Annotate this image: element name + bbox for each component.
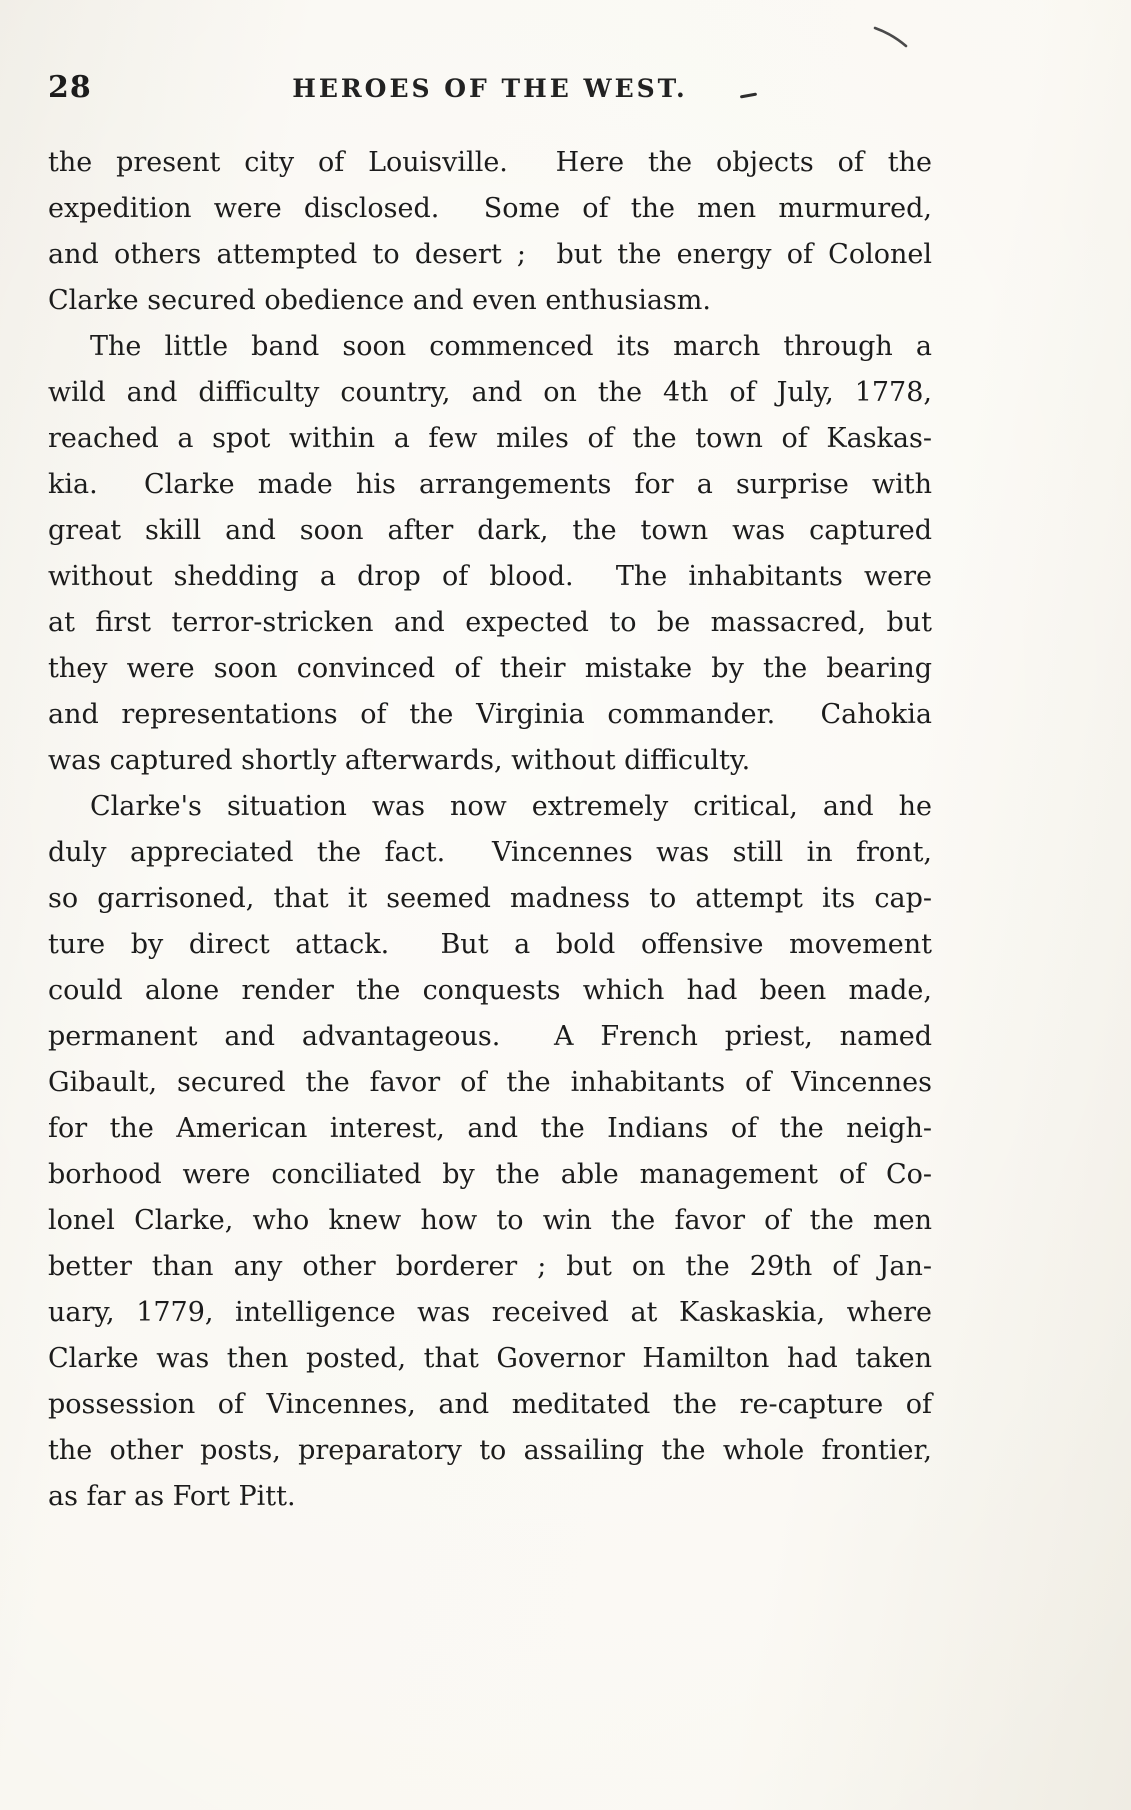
text-line: lonel Clarke, who knew how to win the favor of the men bbox=[48, 1205, 932, 1236]
page-header bbox=[48, 68, 932, 108]
text-line: Clarke was then posted, that Governor Hamilton had taken bbox=[48, 1343, 932, 1374]
body-text bbox=[48, 140, 932, 1520]
paragraph bbox=[48, 784, 932, 1520]
text-line: without shedding a drop of blood. The inhabitants were bbox=[48, 561, 932, 592]
text-line: expedition were disclosed. Some of the men murmured, bbox=[48, 193, 932, 224]
text-line: ture by direct attack. But a bold offensive movement bbox=[48, 929, 932, 960]
text-line: and others attempted to desert ; but the energy of Colonel bbox=[48, 239, 932, 270]
text-line: so garrisoned, that it seemed madness to attempt its cap- bbox=[48, 883, 932, 914]
text-line: was captured shortly afterwards, without difficulty. bbox=[48, 745, 751, 776]
scan-artifact-pen-stroke bbox=[872, 20, 918, 54]
paragraph bbox=[48, 140, 932, 324]
text-line: Clarke secured obedience and even enthusiasm. bbox=[48, 285, 711, 316]
text-line: duly appreciated the fact. Vincennes was still in front, bbox=[48, 837, 932, 868]
text-line: the present city of Louisville. Here the objects of the bbox=[48, 147, 932, 178]
text-line: permanent and advantageous. A French priest, named bbox=[48, 1021, 932, 1052]
text-line: could alone render the conquests which had been made, bbox=[48, 975, 932, 1006]
text-line: Gibault, secured the favor of the inhabitants of Vincennes bbox=[48, 1067, 932, 1098]
text-line: kia. Clarke made his arrangements for a surprise with bbox=[48, 469, 932, 500]
text-line: possession of Vincennes, and meditated the re-capture of bbox=[48, 1389, 932, 1420]
text-line: better than any other borderer ; but on the 29th of Jan- bbox=[48, 1251, 932, 1282]
text-line: reached a spot within a few miles of the town of Kaskas- bbox=[48, 423, 932, 454]
page-number: 28 bbox=[48, 70, 92, 105]
text-line: and representations of the Virginia commander. Cahokia bbox=[48, 699, 932, 730]
text-line: at first terror-stricken and expected to be massacred, but bbox=[48, 607, 932, 638]
text-line: The little band soon commenced its march through a bbox=[90, 331, 932, 362]
text-line: borhood were conciliated by the able management of Co- bbox=[48, 1159, 932, 1190]
text-line: Clarke's situation was now extremely critical, and he bbox=[90, 791, 932, 822]
paragraph bbox=[48, 324, 932, 784]
text-line: the other posts, preparatory to assailing the whole frontier, bbox=[48, 1435, 932, 1466]
running-head-title: HEROES OF THE WEST. bbox=[292, 74, 688, 103]
text-line: wild and difficulty country, and on the 4th of July, 1778, bbox=[48, 377, 932, 408]
text-line: uary, 1779, intelligence was received at Kaskaskia, where bbox=[48, 1297, 932, 1328]
text-line: they were soon convinced of their mistake by the bearing bbox=[48, 653, 932, 684]
text-line: as far as Fort Pitt. bbox=[48, 1481, 296, 1512]
text-line: great skill and soon after dark, the town was captured bbox=[48, 515, 932, 546]
text-line: for the American interest, and the Indians of the neigh- bbox=[48, 1113, 932, 1144]
